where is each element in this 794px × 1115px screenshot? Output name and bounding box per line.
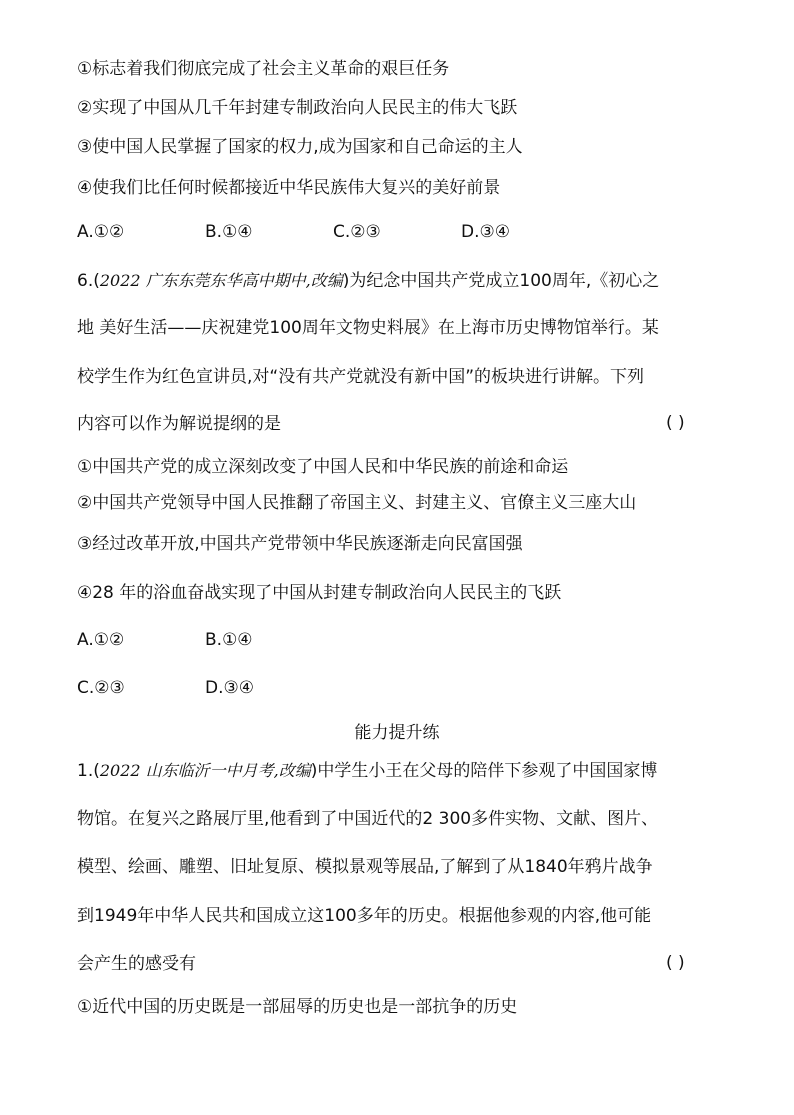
q1-stem-line-5: 会产生的感受有	[77, 954, 196, 974]
q1-stem-line-3: 模型、绘画、雕塑、旧址复原、模拟景观等展品,了解到了从1840年鸦片战争	[77, 857, 653, 877]
q1-item-1: ①近代中国的历史既是一部屈辱的历史也是一部抗争的历史	[77, 997, 518, 1017]
q6-number: 6.(	[77, 271, 100, 291]
q6-stem-line-1	[77, 270, 659, 292]
q5-option-d: D.③④	[461, 222, 510, 242]
q6-item-1: ①中国共产党的成立深刻改变了中国人民和中华民族的前途和命运	[77, 457, 569, 477]
q1-stem-line-1	[77, 760, 657, 782]
q6-option-d: D.③④	[205, 678, 254, 698]
q5-item-1: ①标志着我们彻底完成了社会主义革命的艰巨任务	[77, 59, 450, 79]
q6-stem-line-3: 校学生作为红色宣讲员,对“没有共产党就没有新中国”的板块进行讲解。下列	[77, 367, 645, 387]
section-title: 能力提升练	[354, 723, 440, 743]
q5-option-a: A.①②	[77, 222, 125, 242]
q6-option-a: A.①②	[77, 630, 125, 650]
q5-option-b: B.①④	[205, 222, 253, 242]
q5-option-c: C.②③	[333, 222, 381, 242]
q5-item-3: ③使中国人民掌握了国家的权力,成为国家和自己命运的主人	[77, 137, 523, 157]
q1-stem-text-1: )中学生小王在父母的陪伴下参观了中国国家博	[310, 761, 658, 781]
q6-item-3: ③经过改革开放,中国共产党带领中华民族逐渐走向民富国强	[77, 534, 523, 554]
q5-item-4: ④使我们比任何时候都接近中华民族伟大复兴的美好前景	[77, 178, 501, 198]
q1-number: 1.(	[77, 761, 100, 781]
q1-source: 2022 山东临沂一中月考,改编	[99, 761, 311, 780]
q6-source: 2022 广东东莞东华高中期中,改编	[99, 271, 343, 290]
q6-item-2: ②中国共产党领导中国人民推翻了帝国主义、封建主义、官僚主义三座大山	[77, 493, 637, 513]
q6-stem-line-4: 内容可以作为解说提纲的是	[77, 414, 281, 434]
q6-option-c: C.②③	[77, 678, 125, 698]
q6-stem-text-1: )为纪念中国共产党成立100周年,《初心之	[342, 271, 660, 291]
q6-option-b: B.①④	[205, 630, 253, 650]
q6-item-4: ④28 年的浴血奋战实现了中国从封建专制政治向人民民主的飞跃	[77, 583, 562, 603]
q1-stem-line-2: 物馆。在复兴之路展厅里,他看到了中国近代的2 300多件实物、文献、图片、	[77, 809, 659, 829]
q6-stem-line-2: 地 美好生活——庆祝建党100周年文物史料展》在上海市历史博物馆举行。某	[77, 318, 659, 338]
q5-item-2: ②实现了中国从几千年封建专制政治向人民民主的伟大飞跃	[77, 98, 518, 118]
q1-stem-line-4: 到1949年中华人民共和国成立这100多年的历史。根据他参观的内容,他可能	[77, 906, 652, 926]
q6-answer-blank: ( )	[666, 413, 685, 433]
q1-answer-blank: ( )	[666, 953, 685, 973]
